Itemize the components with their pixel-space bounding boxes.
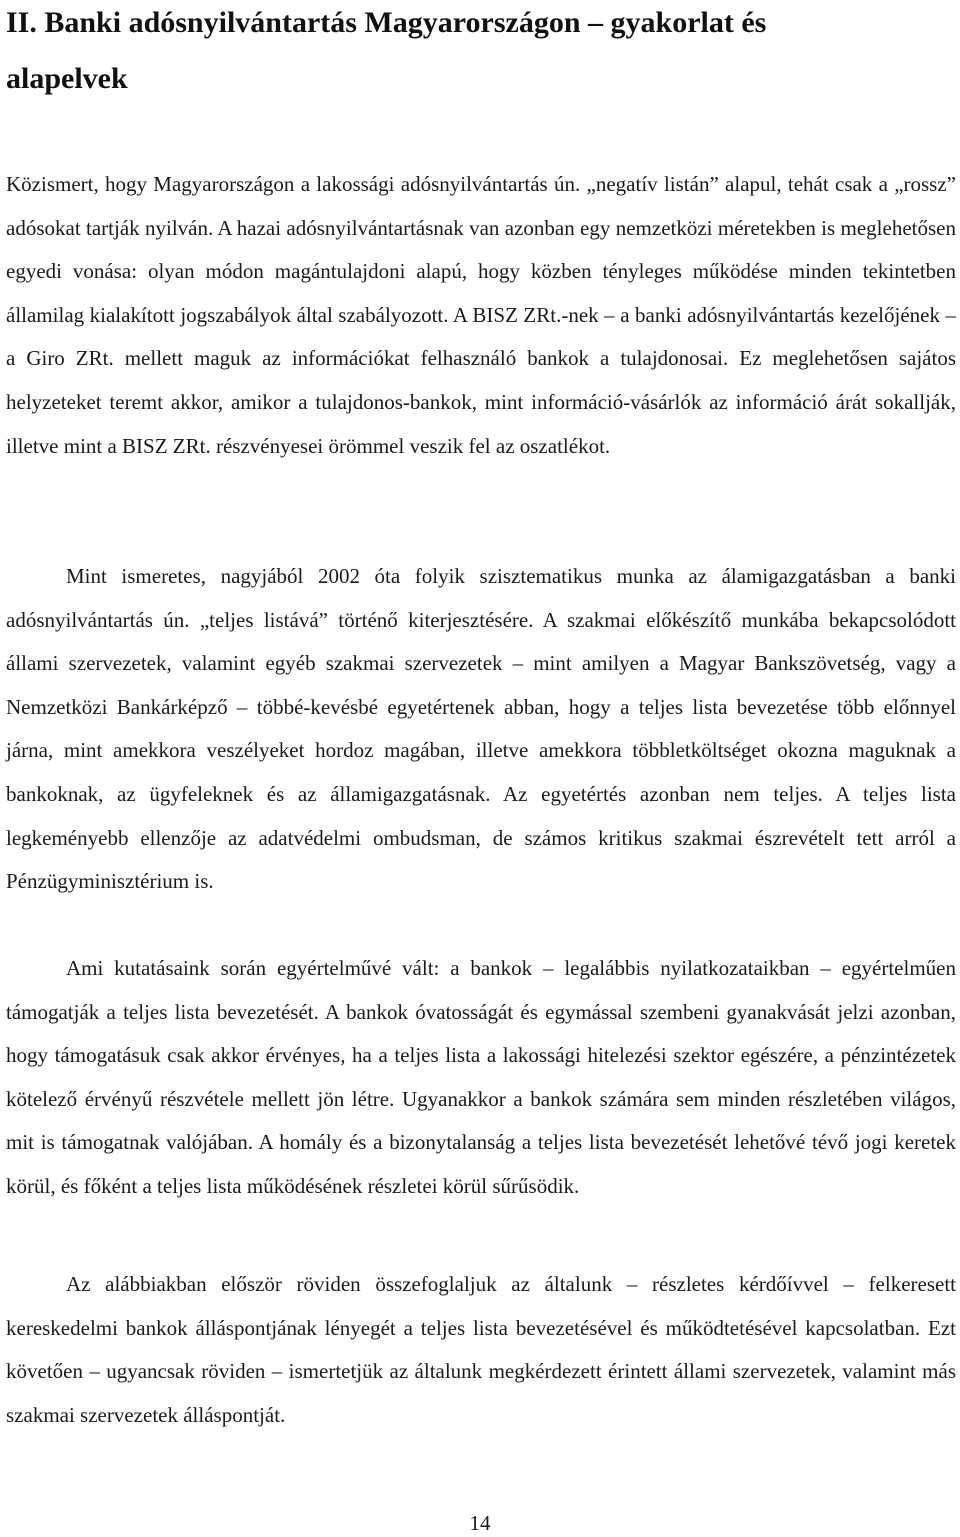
paragraph-2 — [6, 555, 956, 904]
page-number: 14 — [469, 1511, 491, 1535]
paragraph-1 — [6, 163, 956, 468]
chapter-heading-line-1: II. Banki adósnyilvántartás Magyarországon – gyakorlat és — [6, 6, 767, 39]
paragraph-4-text: Az alábbiakban először röviden összefoglaljuk az általunk – részletes kérdőívvel – felkeresett kereskedelmi bankok álláspontjának lényegét a teljes lista bevezetésével és működtetésével kapcsolatban. Ezt követően – ugyancsak röviden – ismertetjük az általunk megkérdezett érintett állami szervezetek, valamint más szakmai szervezetek álláspontját. — [6, 1272, 956, 1427]
paragraph-3 — [6, 947, 956, 1209]
paragraph-2-text: Mint ismeretes, nagyjából 2002 óta folyik szisztematikus munka az álamigazgatásban a banki adósnyilvántartás ún. „teljes listává” történő kiterjesztésére. A szakmai előkészítő munkába bekapcsolódott állami szervezetek, valamint egyéb szakmai szervezetek – mint amilyen a Magyar Bankszövetség, vagy a Nemzetközi Bankárképző – többé-kevésbé egyetértenek abban, hogy a teljes lista bevezetése több előnnyel járna, mint amekkora veszélyeket hordoz magában, illetve amekkora többletköltséget okozna maguknak a bankoknak, az ügyfeleknek és az államigazgatásnak. Az egyetértés azonban nem teljes. A teljes lista legkeményebb ellenzője az adatvédelmi ombudsman, de számos kritikus szakmai észrevételt tett arról a Pénzügyminisztérium is. — [6, 564, 956, 894]
paragraph-4 — [6, 1263, 956, 1437]
paragraph-3-text: Ami kutatásaink során egyértelművé vált: a bankok – legalábbis nyilatkozataikban – egyértelműen támogatják a teljes lista bevezetését. A bankok óvatosságát és egymással szembeni gyanakvását jelzi azonban, hogy támogatásuk csak akkor érvényes, ha a teljes lista a lakossági hitelezési szektor egészére, a pénzintézetek kötelező érvényű részvétele mellett jön létre. Ugyanakkor a bankok számára sem minden részletében világos, mit is támogatnak valójában. A homály és a bizonytalanság a teljes lista bevezetését lehetővé tévő jogi keretek körül, és főként a teljes lista működésének részletei körül sűrűsödik. — [6, 956, 956, 1198]
chapter-heading — [6, 0, 946, 102]
paragraph-1-text: Közismert, hogy Magyarországon a lakossági adósnyilvántartás ún. „negatív listán” alapul, tehát csak a „rossz” adósokat tartják nyilván. A hazai adósnyilvántartásnak van azonban egy nemzetközi méretekben is meglehetősen egyedi vonása: olyan módon magántulajdoni alapú, hogy közben tényleges működése minden tekintetben államilag kialakított jogszabályok által szabályozott. A BISZ ZRt.-nek – a banki adósnyilvántartás kezelőjének – a Giro ZRt. mellett maguk az információkat felhasználó bankok a tulajdonosai. Ez meglehetősen sajátos helyzeteket teremt akkor, amikor a tulajdonos-bankok, mint információ-vásárlók az információ árát sokallják, illetve mint a BISZ ZRt. részvényesei örömmel veszik fel az oszatlékot. — [6, 172, 956, 458]
chapter-heading-line-2: alapelvek — [6, 62, 128, 95]
